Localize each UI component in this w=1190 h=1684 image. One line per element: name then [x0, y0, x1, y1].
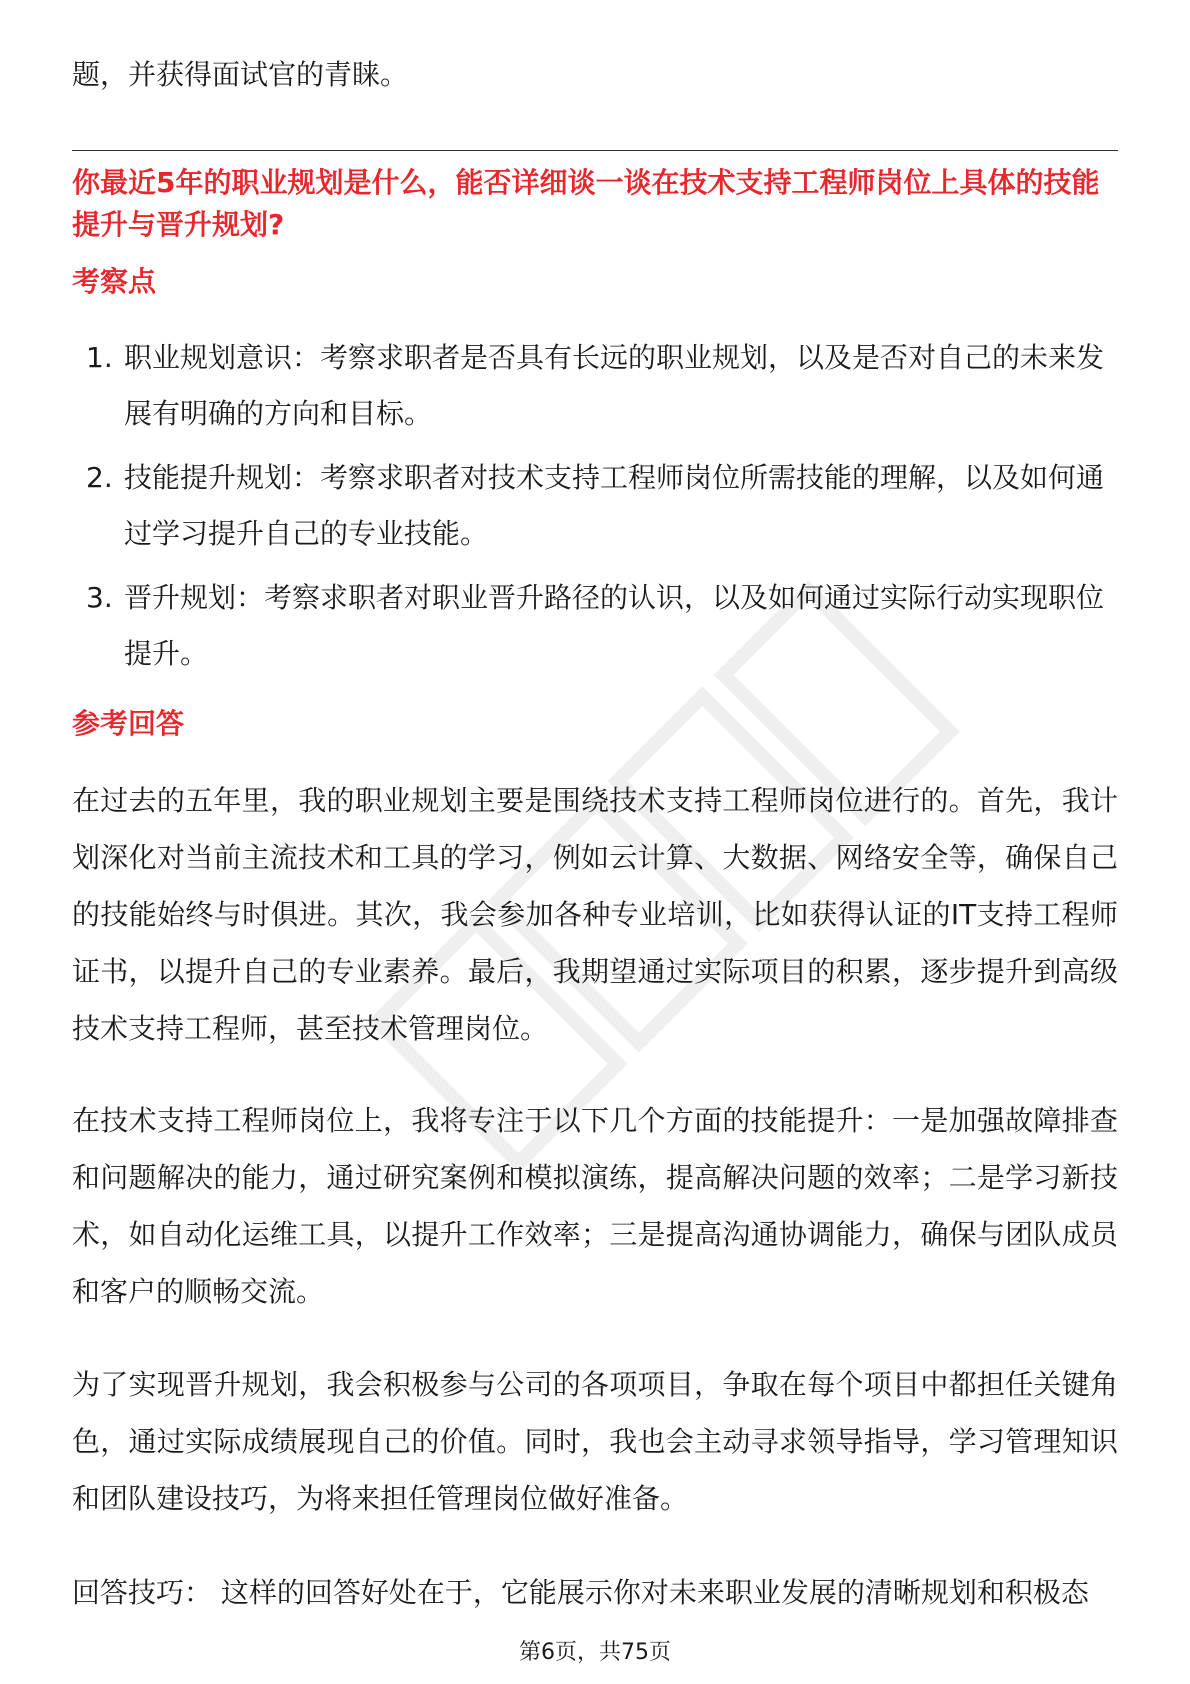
list-item [72, 570, 1118, 682]
answer-tip-paragraph: 回答技巧： 这样的回答好处在于，它能展示你对未来职业发展的清晰规划和积极态 [72, 1576, 1089, 1609]
section-heading-reference-answer: 参考回答 [72, 707, 185, 740]
question-title: 你最近5年的职业规划是什么，能否详细谈一谈在技术支持工程师岗位上具体的技能提升与晋升规划? [72, 166, 1100, 241]
list-item-text: 晋升规划：考察求职者对职业晋升路径的认识，以及如何通过实际行动实现职位提升。 [124, 581, 1105, 670]
list-item-number: 2. [86, 461, 113, 494]
list-item-number: 1. [86, 341, 113, 374]
section-divider [72, 150, 1118, 151]
section-heading-evaluation: 考察点 [72, 265, 157, 298]
answer-paragraph: 在过去的五年里，我的职业规划主要是围绕技术支持工程师岗位进行的。首先，我计划深化对当前主流技术和工具的学习，例如云计算、大数据、网络安全等，确保自己的技能始终与时俱进。其次，我会参加各种专业培训，比如获得认证的IT支持工程师证书，以提升自己的专业素养。最后，我期望通过实际项目的积累，逐步提升到高级技术支持工程师，甚至技术管理岗位。 [72, 784, 1118, 1045]
list-item [72, 450, 1118, 562]
list-item-text: 职业规划意识：考察求职者是否具有长远的职业规划，以及是否对自己的未来发展有明确的方向和目标。 [124, 341, 1105, 430]
list-item [72, 330, 1118, 442]
continuation-text: 题，并获得面试官的青睐。 [72, 58, 409, 91]
list-item-text: 技能提升规划：考察求职者对技术支持工程师岗位所需技能的理解，以及如何通过学习提升自己的专业技能。 [124, 461, 1105, 550]
answer-paragraph: 在技术支持工程师岗位上，我将专注于以下几个方面的技能提升：一是加强故障排查和问题解决的能力，通过研究案例和模拟演练，提高解决问题的效率；二是学习新技术，如自动化运维工具，以提升工作效率；三是提高沟通协调能力，确保与团队成员和客户的顺畅交流。 [72, 1104, 1118, 1308]
page-footer: 第6页，共75页 [519, 1640, 671, 1665]
answer-paragraph: 为了实现晋升规划，我会积极参与公司的各项项目，争取在每个项目中都担任关键角色，通过实际成绩展现自己的价值。同时，我也会主动寻求领导指导，学习管理知识和团队建设技巧，为将来担任管理岗位做好准备。 [72, 1368, 1118, 1515]
list-item-number: 3. [86, 581, 113, 614]
evaluation-points-list [72, 330, 1118, 690]
